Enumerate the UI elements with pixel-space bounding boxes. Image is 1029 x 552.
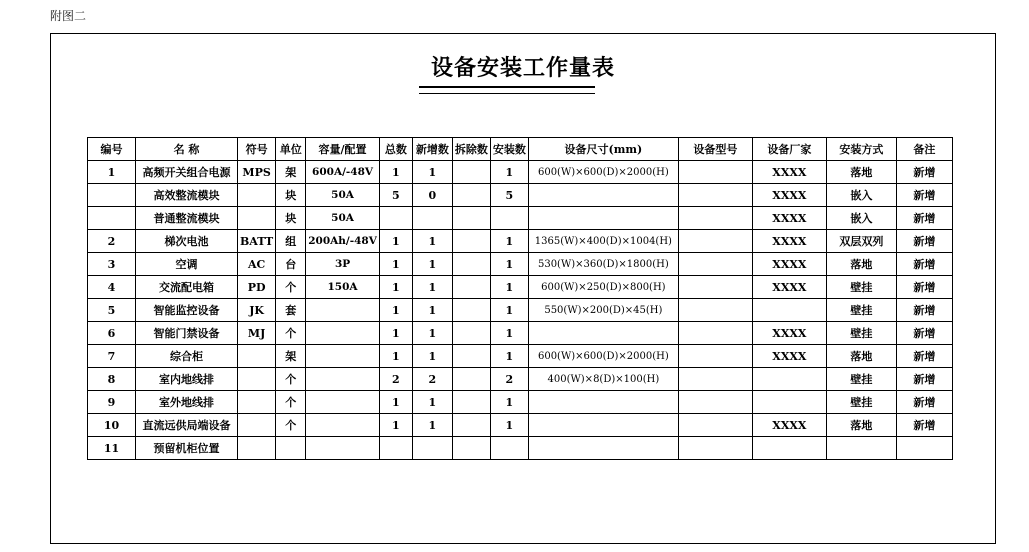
cell-installed xyxy=(490,437,528,460)
cell-capacity xyxy=(306,414,380,437)
cell-model xyxy=(678,184,752,207)
cell-removed xyxy=(452,207,490,230)
cell-model xyxy=(678,368,752,391)
cell-symbol: PD xyxy=(238,276,276,299)
cell-model xyxy=(678,161,752,184)
equipment-table xyxy=(87,137,953,460)
cell-model xyxy=(678,322,752,345)
cell-total: 1 xyxy=(379,299,412,322)
cell-model xyxy=(678,230,752,253)
cell-total: 1 xyxy=(379,391,412,414)
cell-symbol xyxy=(238,368,276,391)
cell-new xyxy=(412,437,452,460)
cell-capacity xyxy=(306,322,380,345)
table-row xyxy=(88,345,953,368)
cell-removed xyxy=(452,230,490,253)
cell-total: 1 xyxy=(379,230,412,253)
cell-vendor xyxy=(752,437,826,460)
cell-unit: 个 xyxy=(276,276,306,299)
cell-total xyxy=(379,437,412,460)
cell-vendor: XXXX xyxy=(752,253,826,276)
header-vendor: 设备厂家 xyxy=(752,138,826,161)
figure-caption: 附图二 xyxy=(50,9,87,23)
cell-size: 1365(W)×400(D)×1004(H) xyxy=(528,230,678,253)
cell-vendor: XXXX xyxy=(752,414,826,437)
cell-size: 400(W)×8(D)×100(H) xyxy=(528,368,678,391)
cell-size xyxy=(528,184,678,207)
title-underline-thin xyxy=(419,93,595,94)
table-header-row xyxy=(88,138,953,161)
header-remark: 备注 xyxy=(896,138,952,161)
table-row xyxy=(88,161,953,184)
cell-number: 11 xyxy=(88,437,136,460)
cell-total: 1 xyxy=(379,161,412,184)
cell-installed: 1 xyxy=(490,161,528,184)
cell-remark: 新增 xyxy=(896,184,952,207)
cell-install-method: 壁挂 xyxy=(826,299,896,322)
cell-symbol: BATT xyxy=(238,230,276,253)
cell-removed xyxy=(452,368,490,391)
table-body xyxy=(88,161,953,460)
cell-vendor: XXXX xyxy=(752,207,826,230)
cell-installed: 1 xyxy=(490,414,528,437)
cell-vendor xyxy=(752,391,826,414)
cell-unit: 个 xyxy=(276,322,306,345)
cell-capacity: 50A xyxy=(306,184,380,207)
cell-model xyxy=(678,437,752,460)
cell-number: 7 xyxy=(88,345,136,368)
cell-number xyxy=(88,184,136,207)
cell-removed xyxy=(452,161,490,184)
cell-number: 8 xyxy=(88,368,136,391)
cell-install-method: 嵌入 xyxy=(826,184,896,207)
cell-model xyxy=(678,299,752,322)
cell-total: 2 xyxy=(379,368,412,391)
cell-number: 5 xyxy=(88,299,136,322)
cell-name: 室内地线排 xyxy=(136,368,238,391)
cell-remark: 新增 xyxy=(896,161,952,184)
cell-removed xyxy=(452,345,490,368)
cell-symbol: MJ xyxy=(238,322,276,345)
cell-vendor xyxy=(752,299,826,322)
cell-name: 高效整流模块 xyxy=(136,184,238,207)
cell-install-method: 壁挂 xyxy=(826,368,896,391)
cell-install-method: 嵌入 xyxy=(826,207,896,230)
cell-installed: 1 xyxy=(490,322,528,345)
header-installed: 安装数 xyxy=(490,138,528,161)
cell-installed xyxy=(490,207,528,230)
header-unit: 单位 xyxy=(276,138,306,161)
cell-capacity: 150A xyxy=(306,276,380,299)
cell-total: 1 xyxy=(379,414,412,437)
cell-model xyxy=(678,207,752,230)
cell-remark: 新增 xyxy=(896,299,952,322)
header-install-method: 安装方式 xyxy=(826,138,896,161)
header-removed: 拆除数 xyxy=(452,138,490,161)
cell-unit xyxy=(276,437,306,460)
header-model: 设备型号 xyxy=(678,138,752,161)
cell-installed: 2 xyxy=(490,368,528,391)
cell-symbol: AC xyxy=(238,253,276,276)
cell-new: 1 xyxy=(412,391,452,414)
cell-name: 交流配电箱 xyxy=(136,276,238,299)
cell-removed xyxy=(452,184,490,207)
cell-size: 600(W)×600(D)×2000(H) xyxy=(528,161,678,184)
cell-install-method: 壁挂 xyxy=(826,322,896,345)
cell-capacity: 50A xyxy=(306,207,380,230)
cell-total xyxy=(379,207,412,230)
cell-capacity xyxy=(306,391,380,414)
table-row xyxy=(88,253,953,276)
cell-capacity: 200Ah/-48V xyxy=(306,230,380,253)
cell-vendor: XXXX xyxy=(752,345,826,368)
cell-symbol xyxy=(238,437,276,460)
cell-unit: 块 xyxy=(276,207,306,230)
cell-vendor: XXXX xyxy=(752,230,826,253)
table-row xyxy=(88,184,953,207)
cell-size xyxy=(528,414,678,437)
header-number: 编号 xyxy=(88,138,136,161)
cell-number: 4 xyxy=(88,276,136,299)
cell-symbol: JK xyxy=(238,299,276,322)
cell-symbol xyxy=(238,207,276,230)
cell-removed xyxy=(452,276,490,299)
cell-capacity: 3P xyxy=(306,253,380,276)
cell-unit: 块 xyxy=(276,184,306,207)
cell-total: 1 xyxy=(379,322,412,345)
cell-symbol xyxy=(238,414,276,437)
table-row xyxy=(88,391,953,414)
drawing-frame xyxy=(50,33,996,544)
cell-size: 600(W)×600(D)×2000(H) xyxy=(528,345,678,368)
cell-remark: 新增 xyxy=(896,276,952,299)
cell-symbol: MPS xyxy=(238,161,276,184)
cell-remark: 新增 xyxy=(896,368,952,391)
cell-model xyxy=(678,345,752,368)
cell-model xyxy=(678,414,752,437)
table-row xyxy=(88,276,953,299)
cell-total: 5 xyxy=(379,184,412,207)
cell-installed: 1 xyxy=(490,253,528,276)
cell-unit: 架 xyxy=(276,161,306,184)
cell-new: 1 xyxy=(412,345,452,368)
cell-installed: 1 xyxy=(490,230,528,253)
cell-name: 智能监控设备 xyxy=(136,299,238,322)
cell-number: 6 xyxy=(88,322,136,345)
cell-removed xyxy=(452,437,490,460)
cell-name: 高频开关组合电源 xyxy=(136,161,238,184)
cell-removed xyxy=(452,414,490,437)
cell-new xyxy=(412,207,452,230)
cell-unit: 架 xyxy=(276,345,306,368)
cell-unit: 个 xyxy=(276,414,306,437)
cell-name: 普通整流模块 xyxy=(136,207,238,230)
cell-unit: 套 xyxy=(276,299,306,322)
cell-vendor: XXXX xyxy=(752,161,826,184)
cell-new: 1 xyxy=(412,161,452,184)
cell-name: 直流远供局端设备 xyxy=(136,414,238,437)
cell-total: 1 xyxy=(379,253,412,276)
cell-vendor: XXXX xyxy=(752,184,826,207)
table-row xyxy=(88,207,953,230)
cell-new: 1 xyxy=(412,276,452,299)
cell-model xyxy=(678,276,752,299)
cell-size xyxy=(528,437,678,460)
cell-symbol xyxy=(238,184,276,207)
cell-vendor: XXXX xyxy=(752,322,826,345)
cell-capacity xyxy=(306,368,380,391)
cell-symbol xyxy=(238,345,276,368)
table-row xyxy=(88,322,953,345)
cell-install-method: 落地 xyxy=(826,345,896,368)
cell-installed: 5 xyxy=(490,184,528,207)
cell-install-method xyxy=(826,437,896,460)
cell-installed: 1 xyxy=(490,276,528,299)
cell-remark: 新增 xyxy=(896,322,952,345)
cell-number: 3 xyxy=(88,253,136,276)
cell-number: 2 xyxy=(88,230,136,253)
cell-new: 1 xyxy=(412,322,452,345)
cell-number: 9 xyxy=(88,391,136,414)
page-title: 设备安装工作量表 xyxy=(430,55,615,81)
cell-size: 600(W)×250(D)×800(H) xyxy=(528,276,678,299)
cell-name: 预留机柜位置 xyxy=(136,437,238,460)
cell-name: 梯次电池 xyxy=(136,230,238,253)
table-row xyxy=(88,368,953,391)
cell-name: 室外地线排 xyxy=(136,391,238,414)
cell-size: 530(W)×360(D)×1800(H) xyxy=(528,253,678,276)
cell-vendor xyxy=(752,368,826,391)
cell-install-method: 壁挂 xyxy=(826,391,896,414)
header-size: 设备尺寸(mm) xyxy=(528,138,678,161)
cell-capacity: 600A/-48V xyxy=(306,161,380,184)
cell-new: 0 xyxy=(412,184,452,207)
header-total: 总数 xyxy=(379,138,412,161)
cell-model xyxy=(678,391,752,414)
title-underline-thick xyxy=(419,86,595,88)
cell-removed xyxy=(452,299,490,322)
cell-remark: 新增 xyxy=(896,230,952,253)
cell-unit: 个 xyxy=(276,368,306,391)
cell-remark: 新增 xyxy=(896,345,952,368)
cell-capacity xyxy=(306,345,380,368)
cell-capacity xyxy=(306,437,380,460)
cell-new: 1 xyxy=(412,253,452,276)
header-symbol: 符号 xyxy=(238,138,276,161)
table-row xyxy=(88,230,953,253)
cell-model xyxy=(678,253,752,276)
cell-removed xyxy=(452,253,490,276)
cell-installed: 1 xyxy=(490,345,528,368)
cell-remark: 新增 xyxy=(896,207,952,230)
cell-installed: 1 xyxy=(490,299,528,322)
cell-removed xyxy=(452,322,490,345)
cell-total: 1 xyxy=(379,276,412,299)
header-new: 新增数 xyxy=(412,138,452,161)
cell-install-method: 壁挂 xyxy=(826,276,896,299)
cell-number: 1 xyxy=(88,161,136,184)
cell-installed: 1 xyxy=(490,391,528,414)
cell-removed xyxy=(452,391,490,414)
cell-size xyxy=(528,207,678,230)
cell-remark: 新增 xyxy=(896,391,952,414)
cell-size xyxy=(528,322,678,345)
cell-new: 2 xyxy=(412,368,452,391)
cell-symbol xyxy=(238,391,276,414)
cell-new: 1 xyxy=(412,230,452,253)
cell-remark: 新增 xyxy=(896,414,952,437)
cell-total: 1 xyxy=(379,345,412,368)
cell-size: 550(W)×200(D)×45(H) xyxy=(528,299,678,322)
cell-new: 1 xyxy=(412,299,452,322)
header-name: 名 称 xyxy=(136,138,238,161)
cell-new: 1 xyxy=(412,414,452,437)
cell-install-method: 落地 xyxy=(826,414,896,437)
header-capacity: 容量/配置 xyxy=(306,138,380,161)
table-row xyxy=(88,414,953,437)
cell-remark: 新增 xyxy=(896,253,952,276)
cell-unit: 个 xyxy=(276,391,306,414)
cell-unit: 台 xyxy=(276,253,306,276)
cell-vendor: XXXX xyxy=(752,276,826,299)
cell-install-method: 落地 xyxy=(826,161,896,184)
cell-capacity xyxy=(306,299,380,322)
cell-name: 综合柜 xyxy=(136,345,238,368)
cell-number: 10 xyxy=(88,414,136,437)
cell-install-method: 落地 xyxy=(826,253,896,276)
cell-install-method: 双层双列 xyxy=(826,230,896,253)
cell-number xyxy=(88,207,136,230)
cell-unit: 组 xyxy=(276,230,306,253)
cell-name: 空调 xyxy=(136,253,238,276)
cell-name: 智能门禁设备 xyxy=(136,322,238,345)
cell-size xyxy=(528,391,678,414)
table-row xyxy=(88,437,953,460)
cell-remark xyxy=(896,437,952,460)
table-row xyxy=(88,299,953,322)
